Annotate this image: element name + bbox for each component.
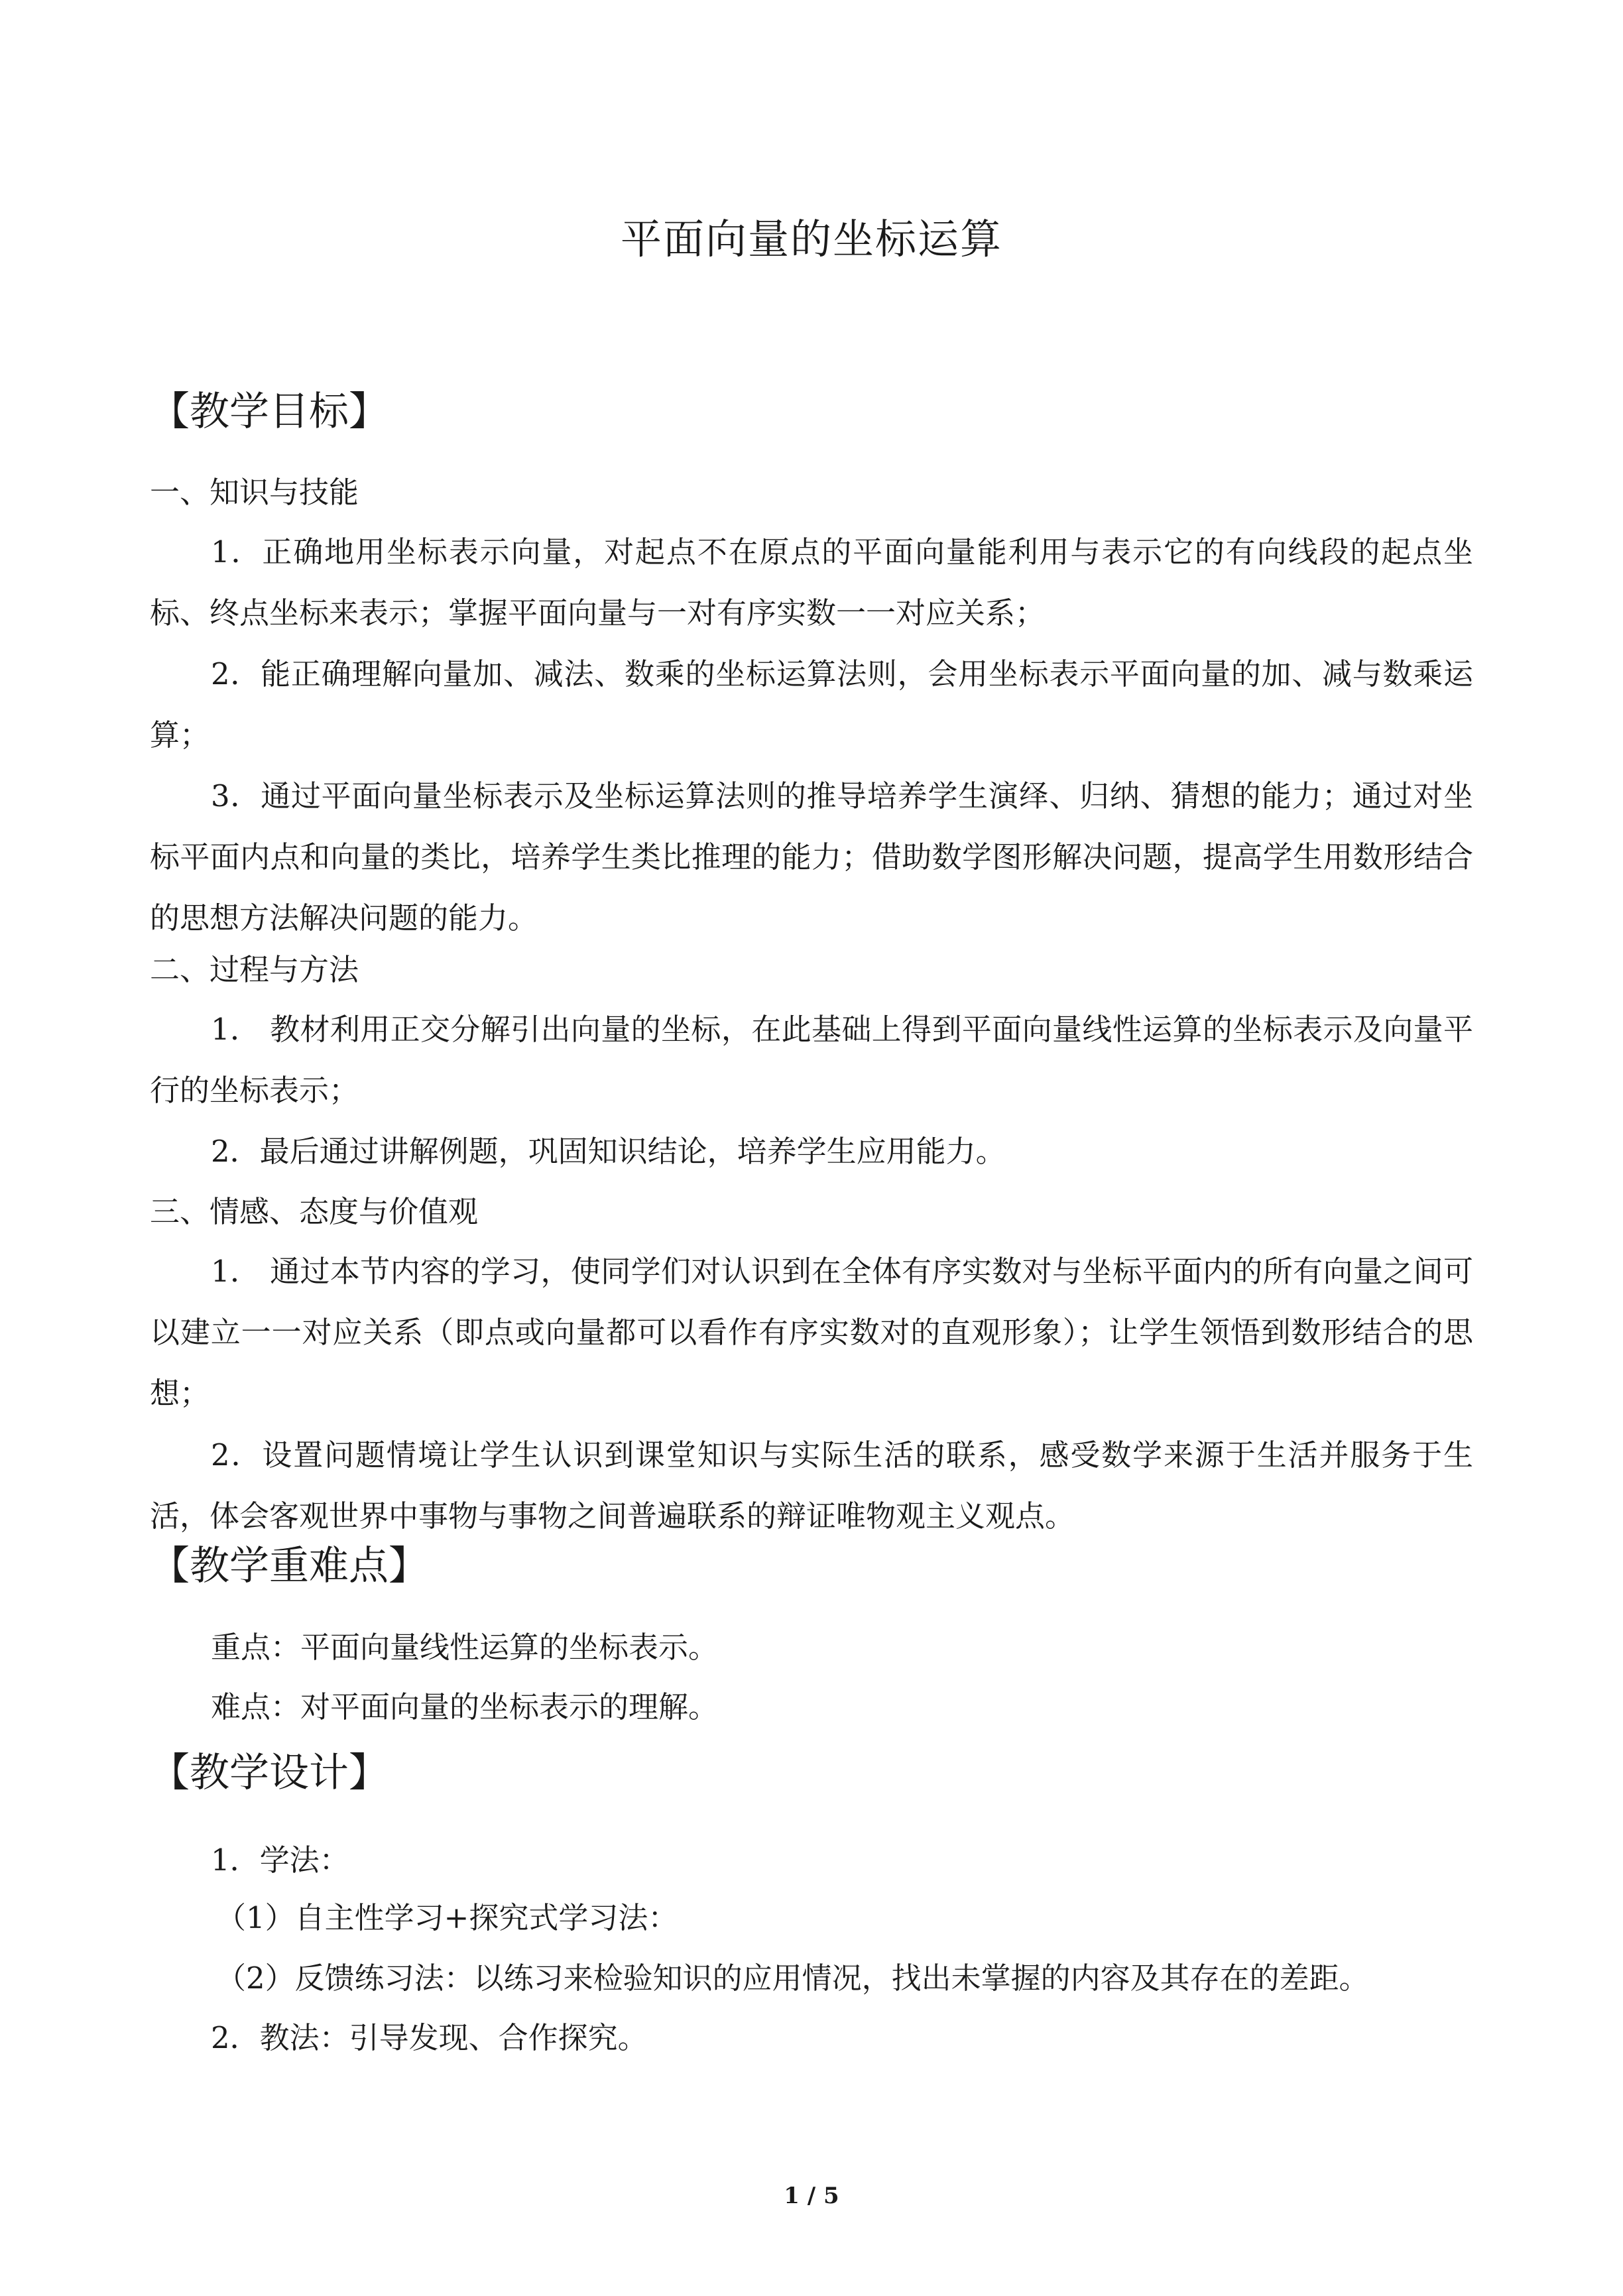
section-heading-key-points: 【教学重难点】 <box>150 1543 428 1589</box>
study-item-2: （2）反馈练习法：以练习来检验知识的应用情况，找出未掌握的内容及其存在的差距。 <box>216 1961 1369 1996</box>
section-heading-design: 【教学设计】 <box>150 1750 389 1796</box>
page-number: 1 / 5 <box>784 2183 839 2209</box>
knowledge-item-3: 3．通过平面向量坐标表示及坐标运算法则的推导培养学生演绎、归纳、猜想的能力；通过对坐标平面内点和向量的类比，培养学生类比推理的能力；借助数学图形解决问题，提高学生用数形结合的思想方法解决问题的能力。 <box>150 778 1473 936</box>
difficulty-line: 难点：对平面向量的坐标表示的理解。 <box>211 1689 719 1724</box>
study-item-1: （1）自主性学习+探究式学习法： <box>216 1900 678 1935</box>
emotion-item-1: 1． 通过本节内容的学习，使同学们对认识到在全体有序实数对与坐标平面内的所有向量之间可以建立一一对应关系（即点或向量都可以看作有序实数对的直观形象）；让学生领悟到数形结合的思想； <box>150 1254 1473 1411</box>
subsection-title-process: 二、过程与方法 <box>150 952 359 987</box>
subsection-title-knowledge: 一、知识与技能 <box>150 475 359 510</box>
study-method-line: 1．学法： <box>211 1843 349 1878</box>
section-heading-goals: 【教学目标】 <box>150 389 389 435</box>
teaching-method-line: 2．教法：引导发现、合作探究。 <box>211 2020 648 2055</box>
document-title: 平面向量的坐标运算 <box>620 215 1002 263</box>
knowledge-item-2: 2．能正确理解向量加、减法、数乘的坐标运算法则，会用坐标表示平面向量的加、减与数乘运算； <box>150 656 1473 753</box>
emotion-item-2: 2．设置问题情境让学生认识到课堂知识与实际生活的联系，感受数学来源于生活并服务于生活，体会客观世界中事物与事物之间普遍联系的辩证唯物观主义观点。 <box>150 1437 1473 1534</box>
knowledge-item-1: 1．正确地用坐标表示向量，对起点不在原点的平面向量能利用与表示它的有向线段的起点坐标、终点坐标来表示；掌握平面向量与一对有序实数一一对应关系； <box>150 534 1473 631</box>
focus-line: 重点：平面向量线性运算的坐标表示。 <box>211 1630 719 1665</box>
subsection-title-emotion: 三、情感、态度与价值观 <box>150 1194 479 1229</box>
process-item-1: 1． 教材利用正交分解引出向量的坐标，在此基础上得到平面向量线性运算的坐标表示及向量平行的坐标表示； <box>150 1012 1473 1108</box>
process-item-2: 2．最后通过讲解例题，巩固知识结论，培养学生应用能力。 <box>211 1134 1006 1169</box>
